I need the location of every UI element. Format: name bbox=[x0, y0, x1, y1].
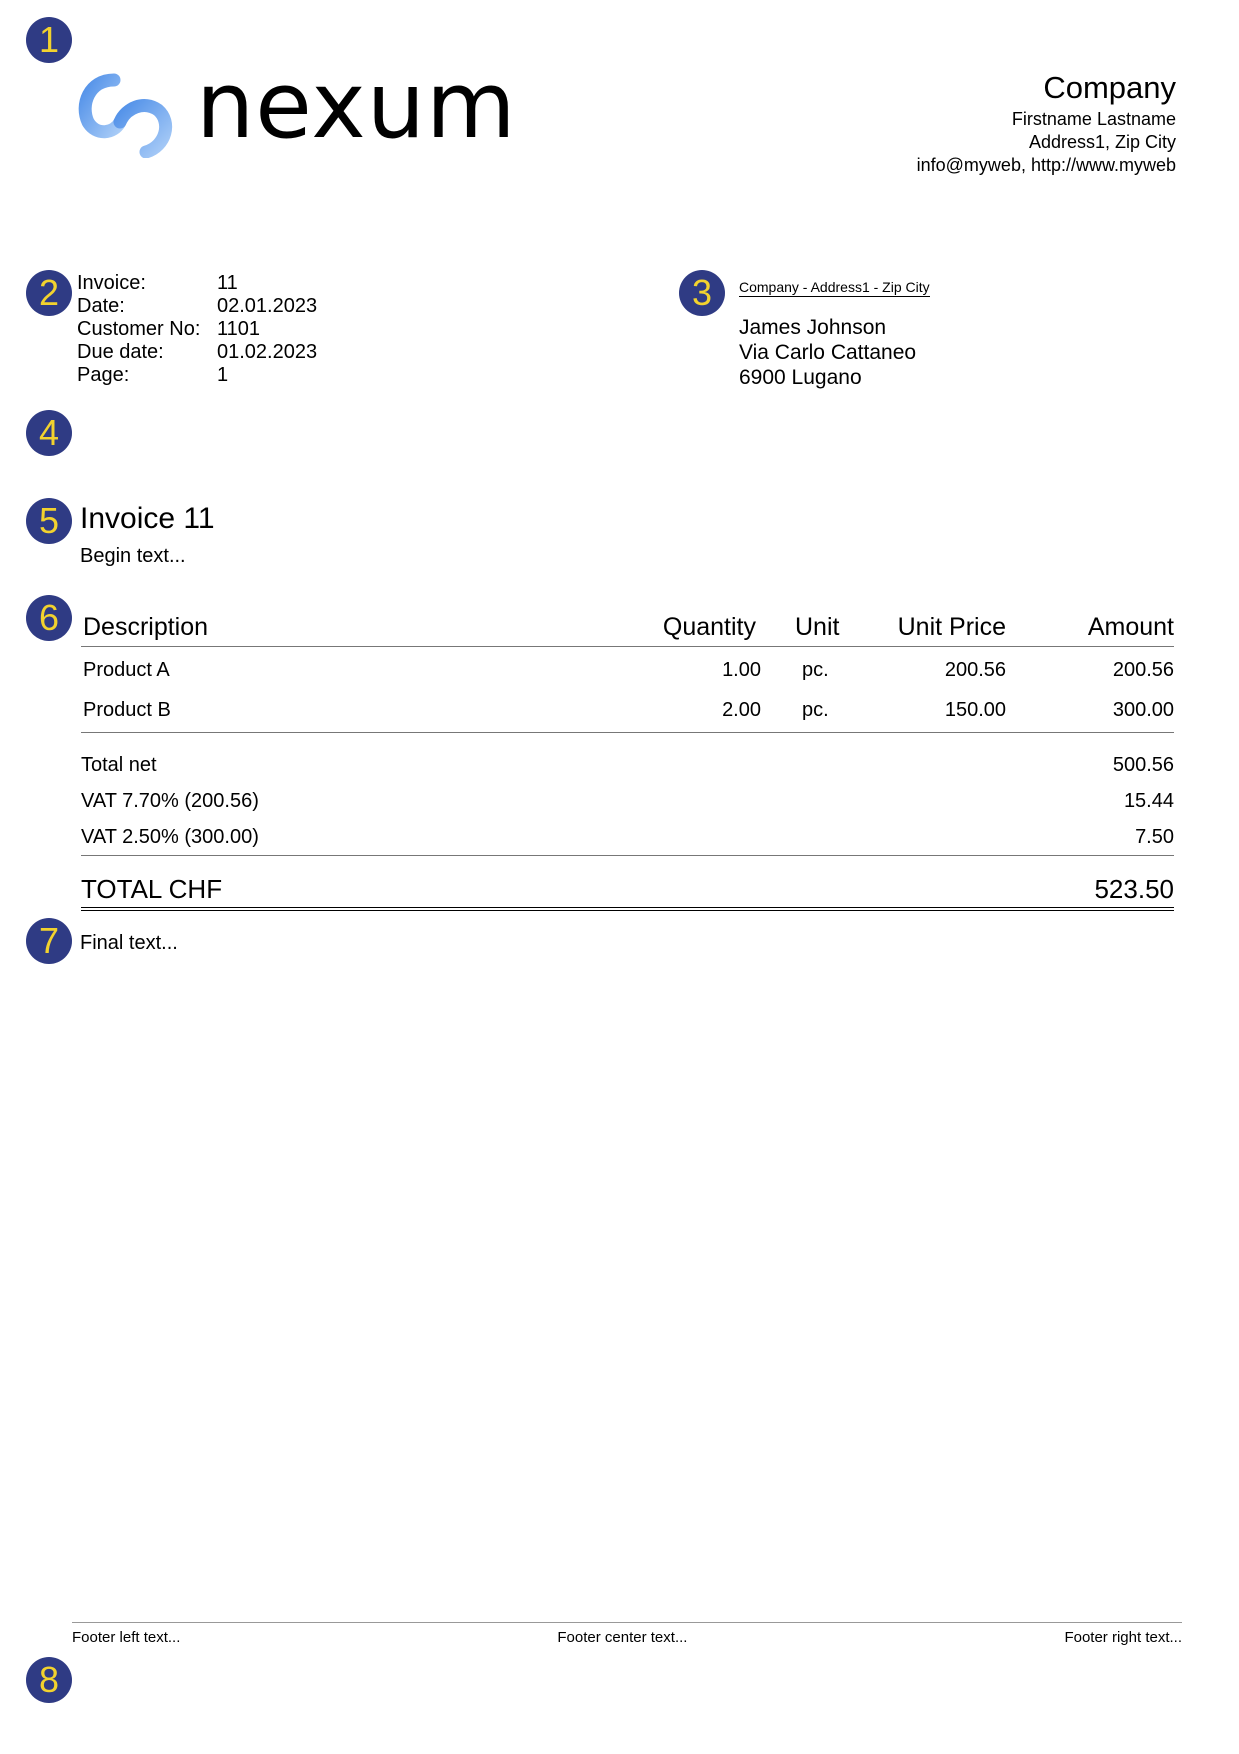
invoice-title: Invoice 11 bbox=[80, 502, 215, 535]
cell-unit-price: 200.56 bbox=[944, 658, 1006, 681]
step-badge-4: 4 bbox=[26, 410, 72, 456]
page-footer bbox=[72, 1622, 1182, 1646]
info-value: 1 bbox=[217, 364, 229, 386]
info-label: Date: bbox=[77, 295, 125, 317]
total-value: 500.56 bbox=[1112, 754, 1174, 776]
company-block bbox=[917, 68, 1176, 177]
total-label: VAT 2.50% (300.00) bbox=[81, 826, 259, 848]
totals-section bbox=[81, 747, 1174, 911]
header-quantity: Quantity bbox=[662, 613, 756, 641]
begin-text: Begin text... bbox=[80, 545, 186, 567]
total-label: VAT 7.70% (200.56) bbox=[81, 790, 259, 812]
footer-right: Footer right text... bbox=[1064, 1629, 1182, 1646]
invoice-info bbox=[77, 272, 317, 387]
info-label: Invoice: bbox=[77, 272, 146, 294]
info-value: 01.02.2023 bbox=[217, 341, 318, 363]
items-table bbox=[81, 608, 1174, 911]
table-row bbox=[81, 650, 1174, 690]
info-row-page bbox=[77, 364, 317, 387]
recipient-name: James Johnson bbox=[739, 316, 887, 339]
sender-line: Company - Address1 - Zip City bbox=[739, 279, 930, 295]
total-net-row bbox=[81, 747, 1174, 783]
recipient-street: Via Carlo Cattaneo bbox=[739, 341, 917, 364]
header-description: Description bbox=[83, 613, 209, 641]
final-text: Final text... bbox=[80, 932, 178, 954]
step-badge-5: 5 bbox=[26, 498, 72, 544]
info-row-due bbox=[77, 341, 317, 364]
info-value: 02.01.2023 bbox=[217, 295, 318, 317]
cell-unit: pc. bbox=[802, 698, 829, 721]
info-row-date bbox=[77, 295, 317, 318]
company-web: info@myweb, http://www.myweb bbox=[916, 155, 1176, 175]
total-value: 7.50 bbox=[1135, 826, 1174, 848]
table-body bbox=[81, 647, 1174, 733]
recipient-city: 6900 Lugano bbox=[739, 366, 862, 389]
step-badge-2: 2 bbox=[26, 270, 72, 316]
logo-wordmark: nexum bbox=[196, 52, 517, 159]
cell-unit-price: 150.00 bbox=[944, 698, 1006, 721]
cell-unit: pc. bbox=[802, 658, 829, 681]
info-row-invoice bbox=[77, 272, 317, 295]
info-label: Page: bbox=[77, 364, 130, 386]
step-badge-7: 7 bbox=[26, 918, 72, 964]
step-badge-8: 8 bbox=[26, 1657, 72, 1703]
footer-center: Footer center text... bbox=[557, 1629, 688, 1646]
header-unit-price: Unit Price bbox=[897, 613, 1006, 641]
table-row bbox=[81, 690, 1174, 730]
header-amount: Amount bbox=[1087, 613, 1174, 641]
vat-row bbox=[81, 819, 1174, 856]
header-unit: Unit bbox=[795, 613, 840, 641]
info-row-customer bbox=[77, 318, 317, 341]
step-badge-1: 1 bbox=[26, 17, 72, 63]
total-label: Total net bbox=[81, 754, 157, 776]
step-badge-6: 6 bbox=[26, 595, 72, 641]
company-address: Address1, Zip City bbox=[1028, 132, 1176, 152]
company-name: Company bbox=[1043, 70, 1176, 105]
logo bbox=[74, 70, 184, 163]
cell-quantity: 2.00 bbox=[722, 698, 761, 721]
logo-ring-icon bbox=[74, 70, 184, 158]
table-header bbox=[81, 608, 1174, 647]
footer-left: Footer left text... bbox=[72, 1629, 181, 1646]
info-value: 11 bbox=[217, 272, 238, 294]
cell-amount: 300.00 bbox=[1112, 698, 1174, 721]
company-contact: Firstname Lastname bbox=[1011, 109, 1176, 129]
cell-quantity: 1.00 bbox=[722, 658, 761, 681]
grand-total-value: 523.50 bbox=[1094, 874, 1174, 904]
grand-total-label: TOTAL CHF bbox=[81, 874, 223, 904]
info-value: 1101 bbox=[217, 318, 261, 340]
cell-description: Product A bbox=[83, 658, 170, 681]
cell-description: Product B bbox=[83, 698, 171, 721]
recipient-address bbox=[739, 315, 916, 390]
step-badge-3: 3 bbox=[679, 270, 725, 316]
info-label: Customer No: bbox=[77, 318, 201, 340]
vat-row bbox=[81, 783, 1174, 819]
cell-amount: 200.56 bbox=[1112, 658, 1174, 681]
grand-total-row bbox=[81, 874, 1174, 911]
total-value: 15.44 bbox=[1123, 790, 1174, 812]
info-label: Due date: bbox=[77, 341, 164, 363]
